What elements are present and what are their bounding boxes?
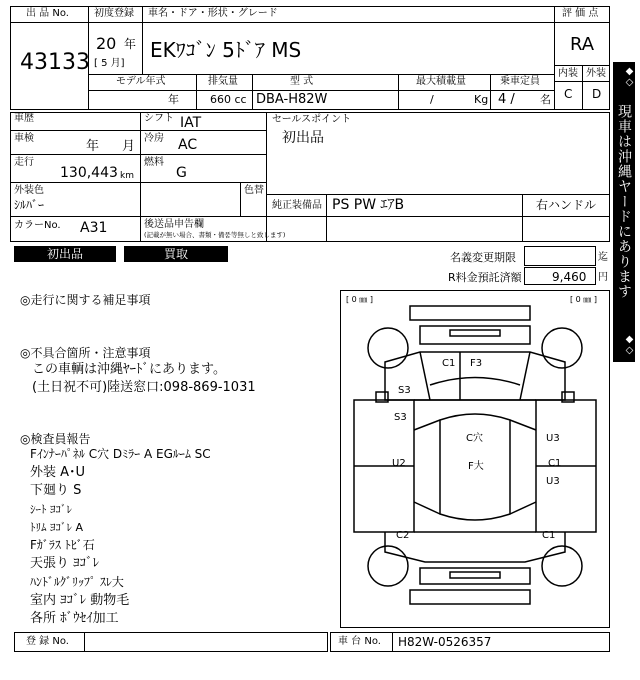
inspector-title: ◎検査員報告 [20, 432, 91, 446]
shift: IAT [180, 115, 202, 131]
reg-no-label: 登 録 No. [26, 636, 69, 647]
divider [142, 6, 143, 74]
type-label: 型 式 [290, 76, 314, 87]
divider [84, 632, 85, 652]
divider [10, 216, 266, 217]
mileage-label: 走行 [14, 157, 34, 168]
supplement-title: ◎走行に関する補足事項 [20, 293, 151, 307]
color-no: A31 [80, 220, 108, 236]
defects-title: ◎不具合箇所・注意事項 [20, 346, 151, 360]
divider [392, 632, 393, 652]
recycle-label: R料金預託済額 [448, 271, 522, 284]
history-label: 車歴 [14, 113, 34, 124]
model-year-label: モデル年式 [116, 76, 166, 87]
first-listing-badge: 初出品 [14, 246, 116, 262]
name-change-box [524, 246, 596, 266]
ext-color-label: 外装色 [14, 185, 44, 196]
ac-label: 冷房 [144, 133, 164, 144]
banner-text: 現車は沖縄ヤードにあります [616, 104, 632, 299]
shift-label: シフト [144, 113, 174, 124]
divider [10, 182, 266, 183]
location-banner [613, 62, 635, 362]
tire-left-label: [ 0 ㎜ ] [346, 295, 373, 304]
inspector-line: Fｲﾝﾅｰﾊﾟﾈﾙ C穴 Dﾐﾗｰ A EGﾙｰﾑ SC [30, 447, 211, 461]
equipment-label: 純正装備品 [272, 200, 322, 211]
grade-label: 評 価 点 [562, 8, 599, 19]
damage-code: C2 [396, 530, 410, 541]
inspector-line: 下廻り S [30, 483, 82, 498]
mileage-unit: km [120, 171, 134, 181]
name-change-label: 名義変更期限 [450, 251, 516, 264]
steering: 右ハンドル [536, 198, 597, 212]
damage-code: U2 [392, 458, 406, 469]
divider [252, 74, 253, 110]
divider [554, 22, 610, 23]
divider [522, 194, 523, 242]
first-reg-label: 初度登録 [94, 8, 134, 19]
divider [266, 112, 267, 242]
tire-right-label: [ 0 ㎜ ] [570, 295, 597, 304]
max-load-slash: / [430, 93, 434, 106]
damage-code: C1 [548, 458, 562, 469]
name-change-unit: 迄 [598, 252, 608, 263]
exterior-label: 外装 [586, 68, 606, 79]
ext-color: ｼﾙﾊﾞｰ [14, 198, 45, 212]
damage-code: C1 [542, 530, 556, 541]
damage-code: C穴 [466, 433, 483, 444]
grade: RA [570, 34, 595, 55]
inspector-line: Fｶﾞﾗｽ ﾄﾋﾞ石 [30, 538, 95, 552]
capacity-label: 乗車定員 [500, 76, 540, 87]
sales-point: 初出品 [282, 130, 324, 146]
inspector-line: ｼｰﾄ ﾖｺﾞﾚ [30, 503, 72, 516]
recycle-value: 9,460 [552, 270, 587, 284]
chassis-label: 車 台 No. [338, 636, 381, 647]
damage-code: U3 [546, 433, 560, 444]
damage-code: S3 [398, 385, 411, 396]
divider [88, 90, 554, 91]
lot-no: 43133 [20, 50, 90, 75]
recycle-unit: 円 [598, 272, 608, 283]
car-diagram [340, 290, 610, 628]
type: DBA-H82W [256, 92, 328, 107]
divider [266, 194, 610, 195]
inspection-label: 車検 [14, 133, 34, 144]
equipment: PS PW ｴｱB [332, 197, 405, 213]
sales-point-label: セールスポイント [272, 114, 352, 125]
color-no-label: カラーNo. [14, 220, 61, 231]
divider [140, 216, 141, 242]
divider [240, 182, 241, 216]
divider [88, 22, 554, 23]
reg-month: [ 5 月] [94, 58, 125, 69]
lot-no-label: 出 品 No. [26, 8, 69, 19]
fuel: G [176, 165, 187, 181]
damage-code: S3 [394, 412, 407, 423]
fuel-label: 燃料 [144, 157, 164, 168]
divider [266, 216, 610, 217]
divider [490, 74, 491, 110]
divider [10, 22, 88, 23]
color-change-label: 色替 [244, 185, 264, 196]
car-name-label: 車名・ドア・形状・グレード [148, 8, 278, 19]
divider [196, 74, 197, 110]
divider [140, 112, 141, 216]
purchase-badge: 買取 [124, 246, 228, 262]
aftermarket-label: 後送品申告欄 [144, 219, 204, 230]
defects-line1: この車輌は沖縄ﾔｰﾄﾞにあります。 [32, 362, 226, 377]
aftermarket-note: (記載が無い場合、書類・備품等無しと致します) [144, 231, 286, 239]
displacement: 660 cc [210, 93, 247, 106]
interior-label: 内装 [558, 68, 578, 79]
displacement-label: 排気量 [208, 76, 238, 87]
damage-code: C1 [442, 358, 456, 369]
car-name: EKﾜｺﾞﾝ 5ﾄﾞｱ MS [150, 38, 302, 62]
banner-bottom-mark: ◆◇ [624, 334, 635, 356]
inspection-month-unit: 月 [122, 139, 136, 154]
divider [10, 130, 266, 131]
damage-code: U3 [546, 476, 560, 487]
inspector-line: ﾊﾝﾄﾞﾙｸﾞﾘｯﾌﾟ ｽﾚ大 [30, 575, 124, 589]
reg-year-unit: 年 [124, 37, 137, 51]
banner-top-mark: ◆◇ [624, 66, 635, 88]
interior-grade: C [564, 87, 573, 101]
model-year-unit: 年 [168, 93, 179, 106]
damage-code: F3 [470, 358, 483, 369]
divider [582, 65, 583, 110]
max-load-unit: Kg [474, 93, 489, 106]
inspector-line: 天張り ﾖｺﾞﾚ [30, 556, 100, 571]
inspector-line: 室内 ﾖｺﾞﾚ 動物毛 [30, 593, 130, 608]
ac: AC [178, 137, 198, 153]
capacity: 4 / [498, 92, 515, 107]
reg-year: 20 [96, 34, 117, 53]
divider [10, 154, 266, 155]
divider [326, 194, 327, 242]
divider [88, 74, 554, 75]
inspector-line: 各所 ﾎﾞｳｾｲ加工 [30, 611, 119, 626]
damage-code: F大 [468, 461, 484, 472]
inspection-year-unit: 年 [86, 139, 100, 154]
defects-line2: (土日祝不可)陸送窓口:098-869-1031 [32, 380, 256, 395]
capacity-unit: 名 [540, 93, 551, 106]
mileage: 130,443 [60, 165, 118, 181]
divider [554, 81, 610, 82]
max-load-label: 最大積載量 [416, 76, 466, 87]
chassis-no: H82W-0526357 [398, 635, 492, 649]
exterior-grade: D [592, 87, 602, 101]
inspector-line: ﾄﾘﾑ ﾖｺﾞﾚ A [30, 521, 84, 534]
inspector-line: 外装 A･U [30, 465, 86, 480]
divider [398, 74, 399, 110]
